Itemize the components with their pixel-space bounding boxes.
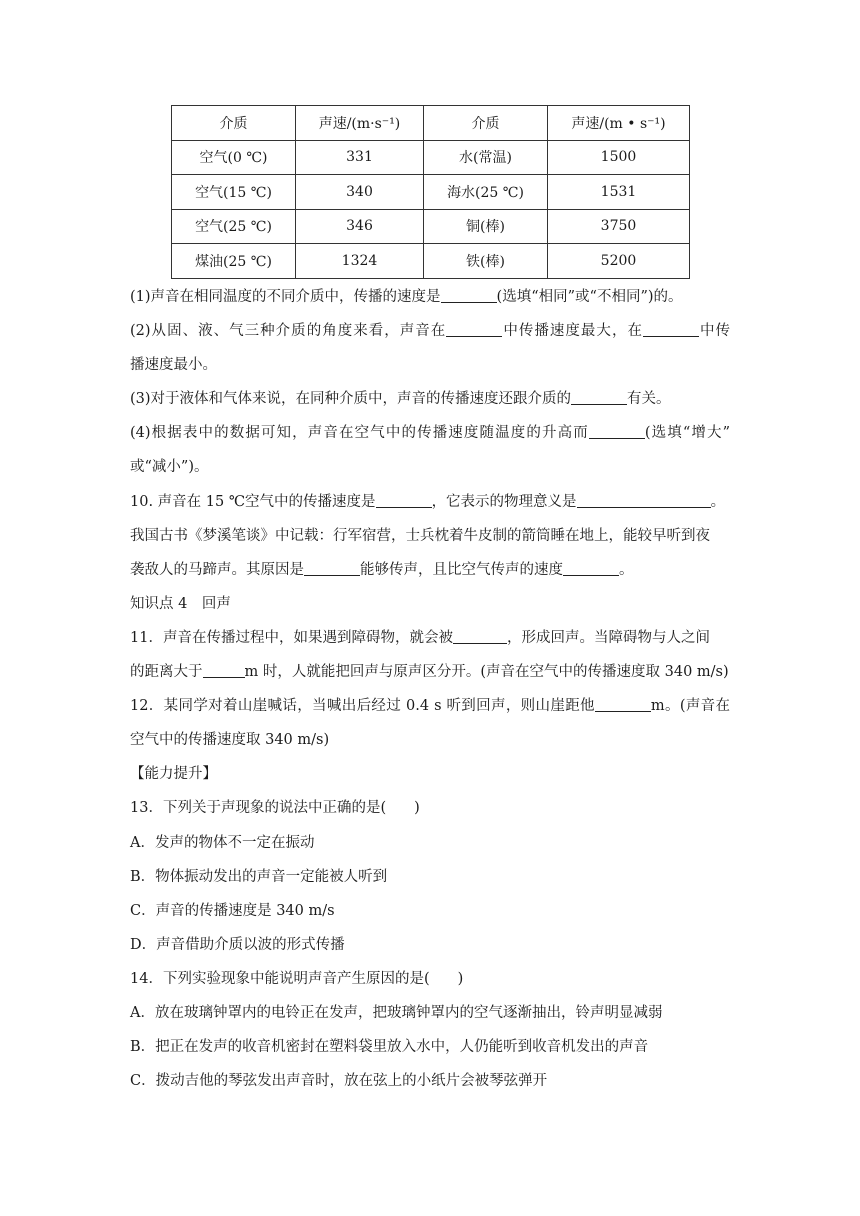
exercise-content — [130, 280, 730, 1098]
q11-text-line2: 的距离大于 — [130, 664, 203, 681]
q9-part2-text-end: 中传 — [698, 323, 731, 340]
q14-stem-close: ) — [457, 970, 464, 987]
q11-text: 11．声音在传播过程中，如果遇到障碍物，就会被 — [130, 629, 453, 646]
q9-part4 — [130, 416, 730, 450]
table-row — [172, 140, 690, 175]
answer-blank[interactable] — [595, 696, 651, 712]
q10-text-end: 。 — [710, 493, 726, 510]
table-cell: 空气(0 ℃) — [172, 140, 296, 175]
answer-blank[interactable] — [376, 492, 432, 508]
q12-text-line2: 空气中的传播速度取 340 m/s) — [130, 732, 330, 749]
answer-blank[interactable] — [589, 423, 645, 439]
q9-part1-text-end: (选填“相同”或“不相同”)的。 — [496, 289, 683, 305]
q10-line2 — [130, 519, 730, 553]
q11-text-line2-end: m 时，人就能把回声与原声区分开。(声音在空气中的传播速度取 340 m/s) — [244, 664, 729, 681]
answer-blank[interactable] — [453, 628, 507, 644]
q9-part1-text: (1)声音在相同温度的不同介质中，传播的速度是 — [130, 289, 441, 305]
q13-option-c[interactable] — [130, 894, 730, 928]
q9-part4-text-cont: 或“减小”)。 — [130, 459, 209, 476]
q12-line2 — [130, 723, 730, 757]
q10-text-line3-mid: 能够传声，且比空气传声的速度 — [360, 561, 563, 578]
table-header-cell: 介质 — [424, 106, 548, 141]
q9-part3 — [130, 382, 730, 416]
table-row — [172, 209, 690, 244]
table-cell: 空气(15 ℃) — [172, 175, 296, 210]
q14-option-a[interactable] — [130, 996, 730, 1030]
table-cell: 空气(25 ℃) — [172, 209, 296, 244]
section-title: 知识点 4 回声 — [130, 595, 231, 612]
table-cell: 海水(25 ℃) — [424, 175, 548, 210]
q12-line1 — [130, 689, 730, 723]
table-cell: 铁(棒) — [424, 244, 548, 279]
table-cell: 3750 — [548, 209, 690, 244]
q14-stem — [130, 962, 730, 996]
table-header-cell: 声速/(m • s⁻¹) — [548, 106, 690, 141]
q13-stem — [130, 791, 730, 825]
answer-blank[interactable] — [563, 560, 619, 576]
section-heading-echo — [130, 587, 730, 621]
section-title: 【能力提升】 — [130, 766, 217, 783]
table-cell: 331 — [296, 140, 424, 175]
q10-text-line3: 袭敌人的马蹄声。其原因是 — [130, 561, 304, 578]
table-header-row — [172, 106, 690, 141]
q9-part3-text-end: 有关。 — [627, 391, 671, 408]
q11-text-mid: ，形成回声。当障碍物与人之间 — [506, 629, 710, 646]
table-header-cell: 介质 — [172, 106, 296, 141]
sound-speed-table — [171, 105, 690, 279]
option-text: A．放在玻璃钟罩内的电铃正在发声，把玻璃钟罩内的空气逐渐抽出，铃声明显减弱 — [130, 1004, 663, 1021]
answer-blank[interactable] — [577, 492, 711, 508]
answer-blank[interactable] — [643, 321, 699, 337]
answer-blank[interactable] — [304, 560, 360, 576]
q12-text: 12．某同学对着山崖喊话，当喊出后经过 0.4 s 听到回声，则山崖距他 — [130, 698, 595, 715]
q14-stem-text: 14．下列实验现象中能说明声音产生原因的是( — [130, 970, 430, 987]
table-cell: 1324 — [296, 244, 424, 279]
q13-option-a[interactable] — [130, 826, 730, 860]
section-heading-ability — [130, 757, 730, 791]
q9-part4-text-end: (选填“增大” — [644, 425, 730, 442]
table-cell: 铜(棒) — [424, 209, 548, 244]
q13-stem-close: ) — [414, 800, 420, 817]
answer-blank[interactable] — [446, 321, 502, 337]
table-row — [172, 175, 690, 210]
option-text: C．声音的传播速度是 340 m/s — [130, 902, 335, 919]
q10-text-line3-end: 。 — [619, 561, 634, 578]
table-header-cell: 声速/(m·s⁻¹) — [296, 106, 424, 141]
q10-text-line2: 我国古书《梦溪笔谈》中记载：行军宿营，士兵枕着牛皮制的箭筒睡在地上，能较早听到夜 — [130, 527, 710, 544]
q9-part4-text: (4)根据表中的数据可知，声音在空气中的传播速度随温度的升高而 — [130, 425, 589, 442]
table-cell: 1531 — [548, 175, 690, 210]
q14-option-c[interactable] — [130, 1064, 730, 1098]
answer-blank[interactable] — [571, 389, 627, 405]
q13-option-b[interactable] — [130, 860, 730, 894]
q9-part2-text: (2)从固、液、气三种介质的角度来看，声音在 — [130, 323, 447, 340]
q11-line2 — [130, 655, 730, 689]
q9-part1 — [130, 280, 730, 314]
option-text: B．把正在发声的收音机密封在塑料袋里放入水中，人仍能听到收音机发出的声音 — [130, 1039, 649, 1056]
table-cell: 水(常温) — [424, 140, 548, 175]
q13-stem-text: 13．下列关于声现象的说法中正确的是( — [130, 800, 387, 817]
option-text: B．物体振动发出的声音一定能被人听到 — [130, 868, 388, 885]
q11-line1 — [130, 621, 730, 655]
table-cell: 5200 — [548, 244, 690, 279]
table-cell: 1500 — [548, 140, 690, 175]
table-cell: 煤油(25 ℃) — [172, 244, 296, 279]
answer-blank[interactable] — [441, 287, 497, 303]
table-row — [172, 244, 690, 279]
q9-part2-cont — [130, 348, 730, 382]
q14-option-b[interactable] — [130, 1030, 730, 1064]
q9-part2 — [130, 314, 730, 348]
q12-text-end: m。(声音在 — [650, 698, 731, 715]
table-cell: 346 — [296, 209, 424, 244]
q10-line1 — [130, 485, 730, 519]
q10-text-mid: ，它表示的物理意义是 — [431, 493, 577, 510]
table-cell: 340 — [296, 175, 424, 210]
q10-line3 — [130, 553, 730, 587]
q10-text: 10. 声音在 15 ℃空气中的传播速度是 — [130, 493, 376, 510]
q9-part3-text: (3)对于液体和气体来说，在同种介质中，声音的传播速度还跟介质的 — [130, 391, 572, 408]
option-text: A．发声的物体不一定在振动 — [130, 834, 315, 851]
q9-part2-text-mid: 中传播速度最大，在 — [502, 323, 643, 340]
q9-part2-text-cont: 播速度最小。 — [130, 357, 217, 374]
answer-blank[interactable] — [203, 662, 245, 678]
q9-part4-cont — [130, 450, 730, 484]
option-text: C．拨动吉他的琴弦发出声音时，放在弦上的小纸片会被琴弦弹开 — [130, 1073, 548, 1090]
option-text: D．声音借助介质以波的形式传播 — [130, 936, 345, 953]
q13-option-d[interactable] — [130, 928, 730, 962]
